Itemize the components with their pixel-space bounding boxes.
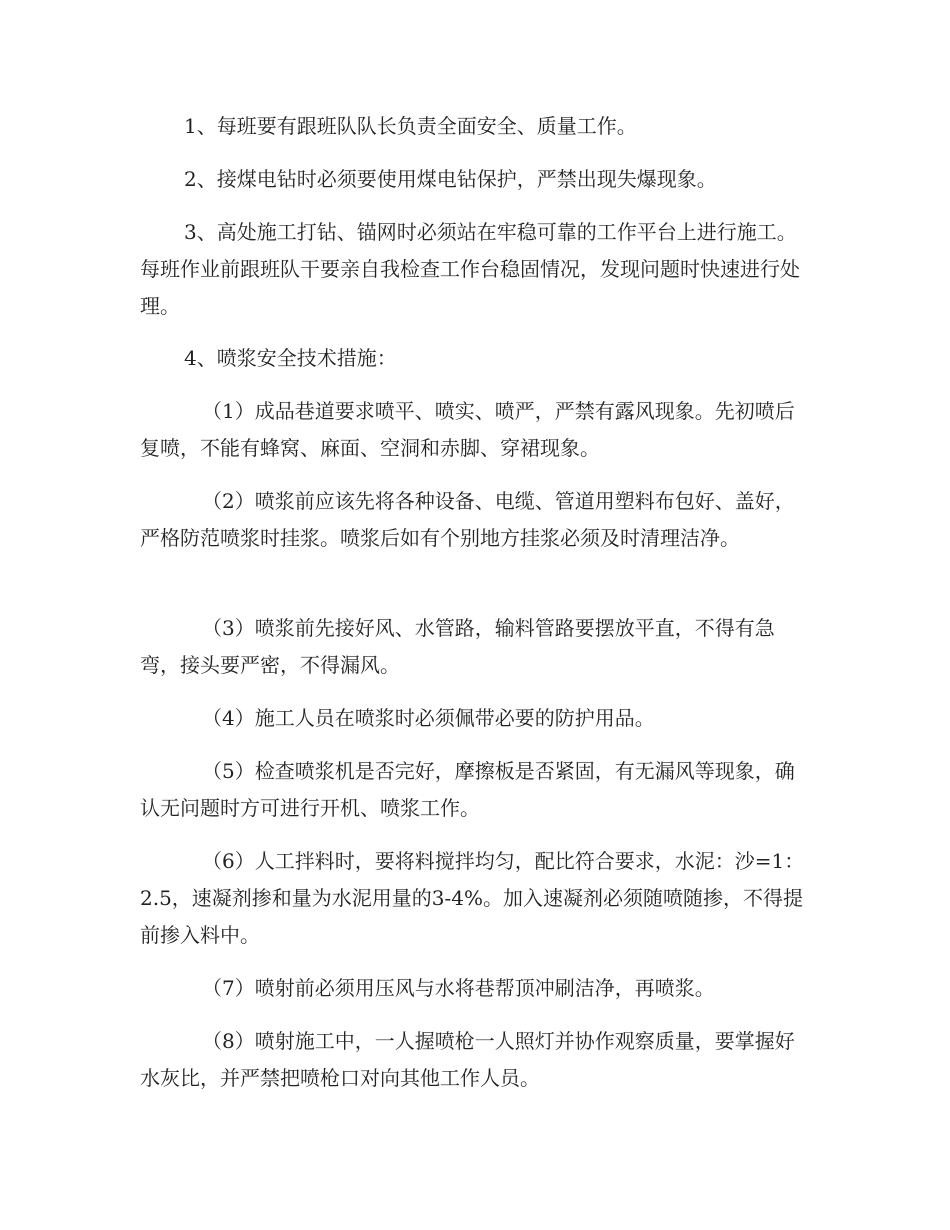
paragraph-section-4-heading: 4、喷浆安全技术措施： (184, 346, 397, 370)
paragraph-subitem-3: （3）喷浆前先接好风、水管路，输料管路要摆放平直，不得有急弯，接头要严密，不得漏风。 (140, 616, 775, 677)
paragraph-subitem-8: （8）喷射施工中，一人握喷枪一人照灯并协作观察质量，要掌握好水灰比，并严禁把喷枪口对向其他工作人员。 (140, 1029, 795, 1090)
paragraph-subitem-7: （7）喷射前必须用压风与水将巷帮顶冲刷洁净，再喷浆。 (202, 976, 715, 1000)
paragraph-subitem-6: （6）人工拌料时，要将料搅拌均匀，配比符合要求，水泥：沙=1：2.5，速凝剂掺和量为水泥用量的3-4%。加入速凝剂必须随喷随掺，不得提前掺入料中。 (140, 849, 805, 947)
paragraph-item-2: 2、接煤电钻时必须要使用煤电钻保护，严禁出现失爆现象。 (184, 167, 717, 191)
paragraph-subitem-4: （4）施工人员在喷浆时必须佩带必要的防护用品。 (202, 706, 655, 730)
paragraph-item-1: 1、每班要有跟班队队长负责全面安全、质量工作。 (184, 114, 637, 138)
paragraph-item-3: 3、高处施工打钻、锚网时必须站在牢稳可靠的工作平台上进行施工。每班作业前跟班队干要亲自我检查工作台稳固情况，发现问题时快速进行处理。 (140, 220, 800, 318)
paragraph-subitem-1: （1）成品巷道要求喷平、喷实、喷严，严禁有露风现象。先初喷后复喷，不能有蜂窝、麻面、空洞和赤脚、穿裙现象。 (140, 399, 795, 460)
paragraph-subitem-5: （5）检查喷浆机是否完好，摩擦板是否紧固，有无漏风等现象，确认无问题时方可进行开机、喷浆工作。 (140, 759, 795, 820)
paragraph-subitem-2: （2）喷浆前应该先将各种设备、电缆、管道用塑料布包好、盖好，严格防范喷浆时挂浆。喷浆后如有个别地方挂浆必须及时清理洁净。 (140, 489, 795, 550)
